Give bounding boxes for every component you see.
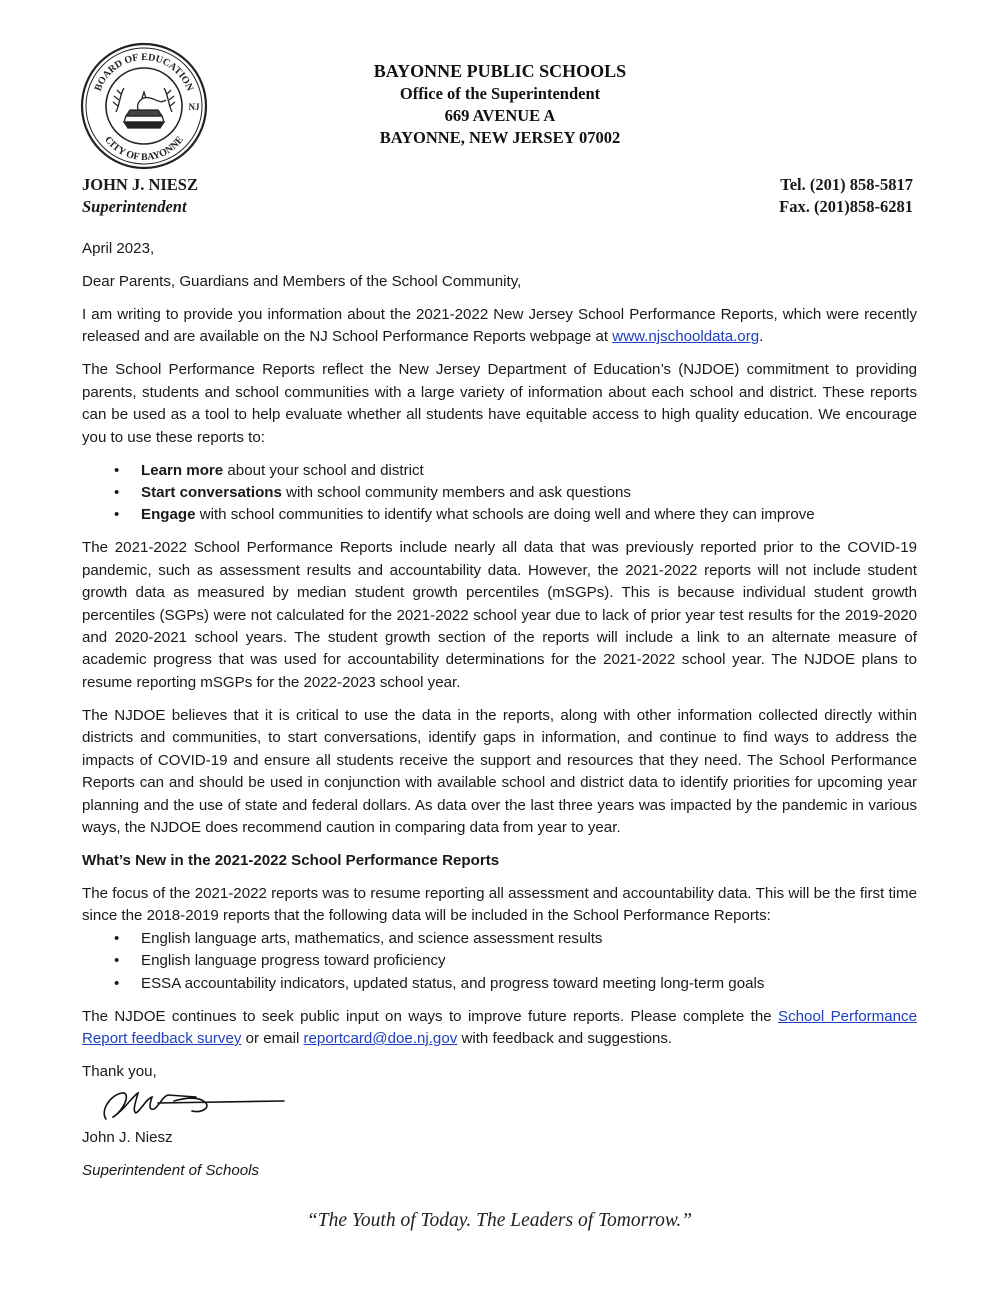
- organization-name: BAYONNE PUBLIC SCHOOLS: [373, 61, 627, 81]
- list-item-text: about your school and district: [223, 461, 424, 479]
- uses-list: [82, 460, 917, 527]
- paragraph-njdoe-beliefs: The NJDOE believes that it is critical to use the data in the reports, along with other information collected directly within districts and communities, to start conversations, identify gaps in information, and continue to find ways to address the impacts of COVID-19 and ensure all students receive the support and resources that they need. The School Performance Reports can and should be used in conjunction with available school and district data to identify priorities for upcoming year planning and the use of state and federal dollars. As data over the last three years was impacted by the pandemic in various ways, the NJDOE does recommend caution in comparing data from year to year.: [82, 706, 917, 836]
- paragraph-reports-purpose: The School Performance Reports reflect the New Jersey Department of Education’s (NJDOE) commitment to providing parents, students and school communities with a large variety of information about each school and district. These reports can be used as a tool to help evaluate whether all students have equitable access to high quality education. We encourage you to use these reports to:: [82, 361, 917, 446]
- intro-paragraph: [82, 304, 917, 349]
- telephone: Tel. (201) 858-5817: [780, 175, 913, 194]
- feedback-text: The NJDOE continues to seek public input on ways to improve future reports. Please complete the: [82, 1007, 772, 1025]
- list-item: • English language arts, mathematics, and science assessment results: [82, 928, 917, 950]
- contact-block: [779, 174, 913, 218]
- njschooldata-link[interactable]: www.njschooldata.org: [612, 328, 760, 346]
- letter-date: April 2023,: [82, 240, 155, 257]
- footer-motto: “The Youth of Today. The Leaders of Tomorrow.”: [306, 1210, 693, 1231]
- handwritten-signature: [96, 1085, 286, 1127]
- lamp-of-learning-icon: [113, 88, 175, 128]
- paragraph-growth-data: The 2021-2022 School Performance Reports include nearly all data that was previously reported prior to the COVID-19 pandemic, such as assessment results and accountability data. However, the 2021-2022 reports will not include student growth data as measured by median student growth percentiles (mSGPs). This is because individual student growth percentiles (SGPs) were not calculated for the 2021-2022 school year due to lack of prior year test results for the 2019-2020 and 2020-2021 school years. The student growth section of the reports will include a link to an alternate measure of academic progress that was used for accountability determinations for the 2021-2022 school year. The NJDOE plans to resume reporting mSGPs for the 2022-2023 school year.: [82, 539, 917, 691]
- list-item: [82, 504, 917, 526]
- feedback-survey-link[interactable]: School Performance Report feedback survey: [82, 1007, 917, 1047]
- list-item-bold: Start conversations: [141, 484, 282, 502]
- closing: Thank you,: [82, 1062, 157, 1080]
- seal-state-text: NJ: [188, 102, 200, 112]
- paragraph-feedback: [82, 1006, 917, 1051]
- sender-name: JOHN J. NIESZ: [82, 175, 198, 194]
- list-item: • ESSA accountability indicators, updated status, and progress toward meeting long-term goals: [82, 973, 917, 995]
- street-address: 669 AVENUE A: [444, 106, 556, 125]
- list-item: • English language progress toward proficiency: [82, 950, 917, 972]
- feedback-text: or email: [245, 1029, 300, 1047]
- city-state-zip: BAYONNE, NEW JERSEY 07002: [379, 128, 621, 147]
- svg-text:BOARD OF EDUCATION: [93, 52, 196, 94]
- email-link[interactable]: reportcard@doe.nj.gov: [303, 1029, 458, 1047]
- intro-text: I am writing to provide you information about the 2021-2022 New Jersey School Performance Reports, which were recently released and are available on the NJ School Performance Reports webpage at: [82, 306, 917, 346]
- list-item-text: with school community members and ask questions: [281, 484, 631, 502]
- feedback-text: with feedback and suggestions.: [461, 1029, 673, 1047]
- section-heading: What’s New in the 2021-2022 School Performance Reports: [82, 851, 500, 869]
- svg-text:CITY OF BAYONNE: [102, 134, 186, 163]
- salutation: Dear Parents, Guardians and Members of the School Community,: [82, 273, 522, 290]
- signatory-title: Superintendent of Schools: [82, 1162, 260, 1180]
- new-data-list: [82, 928, 917, 995]
- list-item-bold: Engage: [141, 506, 196, 524]
- sender-block: [82, 174, 198, 218]
- fax: Fax. (201)858-6281: [779, 197, 913, 216]
- seal-top-text: BOARD OF EDUCATION: [92, 51, 196, 93]
- list-item-text: with school communities to identify what schools are doing well and where they can improve: [195, 506, 815, 524]
- letter-body: [82, 238, 917, 1193]
- list-item: [82, 482, 917, 504]
- letterhead: [250, 60, 750, 149]
- seal-bottom-text: CITY OF BAYONNE: [102, 134, 186, 164]
- office-name: Office of the Superintendent: [399, 84, 601, 103]
- sender-title: Superintendent: [82, 197, 187, 216]
- list-item-bold: Learn more: [141, 461, 224, 479]
- paragraph-focus: The focus of the 2021-2022 reports was to resume reporting all assessment and accountability data. This will be the first time since the 2018-2019 reports that the following data will be included in the School Performance Reports:: [82, 884, 917, 925]
- board-of-education-seal: [80, 42, 208, 170]
- signatory-name: John J. Niesz: [82, 1129, 173, 1147]
- intro-end: .: [759, 328, 764, 346]
- list-item: [82, 460, 917, 482]
